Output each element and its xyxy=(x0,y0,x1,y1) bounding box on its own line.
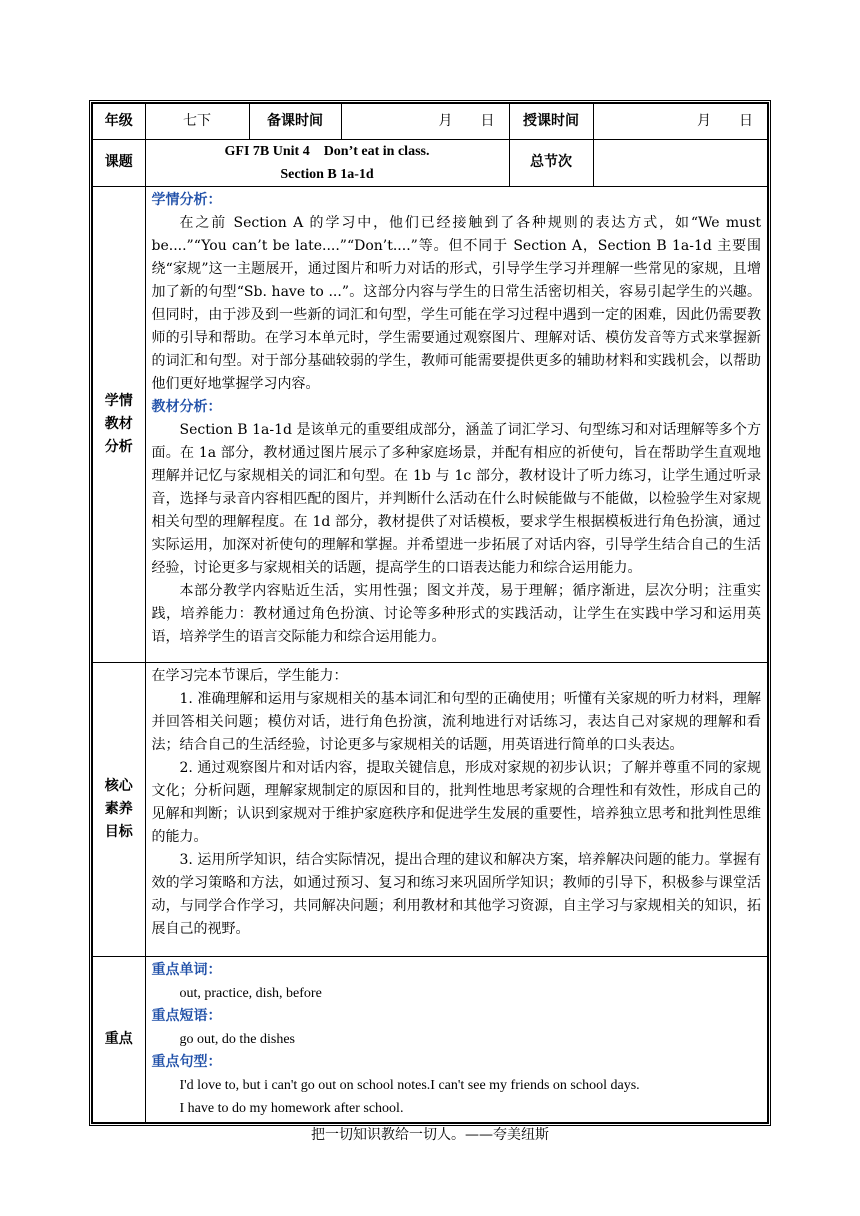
core-row xyxy=(92,662,768,956)
lesson-plan-table xyxy=(91,102,769,1124)
core-label xyxy=(92,662,145,956)
analysis-label xyxy=(92,186,145,662)
core-intro: 在学习完本节课后，学生能力： xyxy=(151,667,348,684)
prep-time-value: 月 日 xyxy=(341,103,509,139)
core-content xyxy=(145,662,768,956)
topic-value xyxy=(145,139,509,186)
core-item-1: 1. 准确理解和运用与家规相关的基本词汇和句型的正确使用；听懂有关家规的听力材料，理解并回答相关问题；模仿对话，进行角色扮演，流利地进行对话练习，表达自己对家规的理解和看法；结合自己的生活经验，讨论更多与家规相关的话题，用英语进行简单的口头表达。 xyxy=(151,690,761,753)
prep-time-label: 备课时间 xyxy=(249,103,341,139)
topic-line-2: Section B 1a-1d xyxy=(280,166,374,182)
teach-time-value: 月 日 xyxy=(593,103,768,139)
analysis-label-1: 学情 xyxy=(104,392,133,409)
key-sentences-title: 重点句型： xyxy=(151,1053,222,1070)
total-label: 总节次 xyxy=(509,139,593,186)
key-words-title: 重点单词： xyxy=(151,961,222,978)
footer-quote: 把一切知识教给一切人。——夸美纽斯 xyxy=(311,1127,549,1143)
material-analysis-title: 教材分析： xyxy=(151,398,222,415)
key-content xyxy=(145,956,768,1123)
key-sentence-1: I'd love to, but i can't go out on school notes.I can't see my friends on school days. xyxy=(179,1077,640,1093)
key-phrases-title: 重点短语： xyxy=(151,1007,222,1024)
key-row xyxy=(92,956,768,1123)
topic-row xyxy=(92,139,768,186)
key-label: 重点 xyxy=(92,956,145,1123)
grade-value: 七下 xyxy=(145,103,249,139)
header-row xyxy=(92,103,768,139)
core-label-3: 目标 xyxy=(104,823,133,840)
analysis-row xyxy=(92,186,768,662)
grade-label: 年级 xyxy=(92,103,145,139)
student-analysis-text: 在之前 Section A 的学习中，他们已经接触到了各种规则的表达方式，如“We must be....”“You can’t be late....”“Don’t....”等。但不同于 Section A，Section B 1a-1d 主要围绕“家规”这一主题展开，通过图片和听力对话的形式，引导学生学习并理解一些常见的家规，且增加了新的句型“Sb. have to ...”。这部分内容与学生的日常生活密切相关，容易引起学生的兴趣。但同时，由于涉及到一些新的词汇和句型，学生可能在学习过程中遇到一定的困难，因此仍需要教师的引导和帮助。在学习本单元时，学生需要通过观察图片、理解对话、模仿发音等方式来掌握新的词汇和句型。对于部分基础较弱的学生，教师可能需要提供更多的辅助材料和实践机会，以帮助他们更好地掌握学习内容。 xyxy=(151,214,761,392)
material-analysis-text-2: 本部分教学内容贴近生活，实用性强；图文并茂，易于理解；循序渐进，层次分明；注重实践，培养能力：教材通过角色扮演、讨论等多种形式的实践活动，让学生在实践中学习和运用英语，培养学生的语言交际能力和综合运用能力。 xyxy=(151,582,761,645)
teach-time-label: 授课时间 xyxy=(509,103,593,139)
material-analysis-text-1: Section B 1a-1d 是该单元的重要组成部分，涵盖了词汇学习、句型练习和对话理解等多个方面。在 1a 部分，教材通过图片展示了多种家庭场景，并配有相应的祈使句，旨在帮助学生直观地理解并记忆与家规相关的词汇和句型。在 1b 与 1c 部分，教材设计了听力练习，让学生通过听录音，选择与录音内容相匹配的图片，并判断什么活动在什么时候能做与不能做，以检验学生对家规相关句型的理解程度。在 1d 部分，教材提供了对话模板，要求学生根据模板进行角色扮演，通过实际运用，加深对祈使句的理解和掌握。并希望进一步拓展了对话内容，引导学生结合自己的生活经验，讨论更多与家规相关的话题，提高学生的口语表达能力和综合运用能力。 xyxy=(151,421,761,576)
analysis-label-2: 教材 xyxy=(104,415,133,432)
core-label-1: 核心 xyxy=(104,777,133,794)
topic-line-1: GFI 7B Unit 4 Don’t eat in class. xyxy=(224,143,430,159)
core-label-2: 素养 xyxy=(104,800,133,817)
analysis-content xyxy=(145,186,768,662)
key-sentence-2: I have to do my homework after school. xyxy=(179,1100,404,1116)
topic-label: 课题 xyxy=(92,139,145,186)
core-item-2: 2. 通过观察图片和对话内容，提取关键信息，形成对家规的初步认识；了解并尊重不同的家规文化；分析问题，理解家规制定的原因和目的，批判性地思考家规的合理性和有效性，形成自己的见解和判断；认识到家规对于维护家庭秩序和促进学生发展的重要性，培养独立思考和批判性思维的能力。 xyxy=(151,759,761,845)
key-words: out, practice, dish, before xyxy=(179,985,322,1001)
student-analysis-title: 学情分析： xyxy=(151,191,222,208)
total-value xyxy=(593,139,768,186)
core-item-3: 3. 运用所学知识，结合实际情况，提出合理的建议和解决方案，培养解决问题的能力。掌握有效的学习策略和方法，如通过预习、复习和练习来巩固所学知识；教师的引导下，积极参与课堂活动，与同学合作学习，共同解决问题；利用教材和其他学习资源，自主学习与家规相关的知识，拓展自己的视野。 xyxy=(151,851,761,937)
lesson-plan-page xyxy=(91,102,767,1124)
key-phrases: go out, do the dishes xyxy=(179,1031,295,1047)
analysis-label-3: 分析 xyxy=(104,438,133,455)
